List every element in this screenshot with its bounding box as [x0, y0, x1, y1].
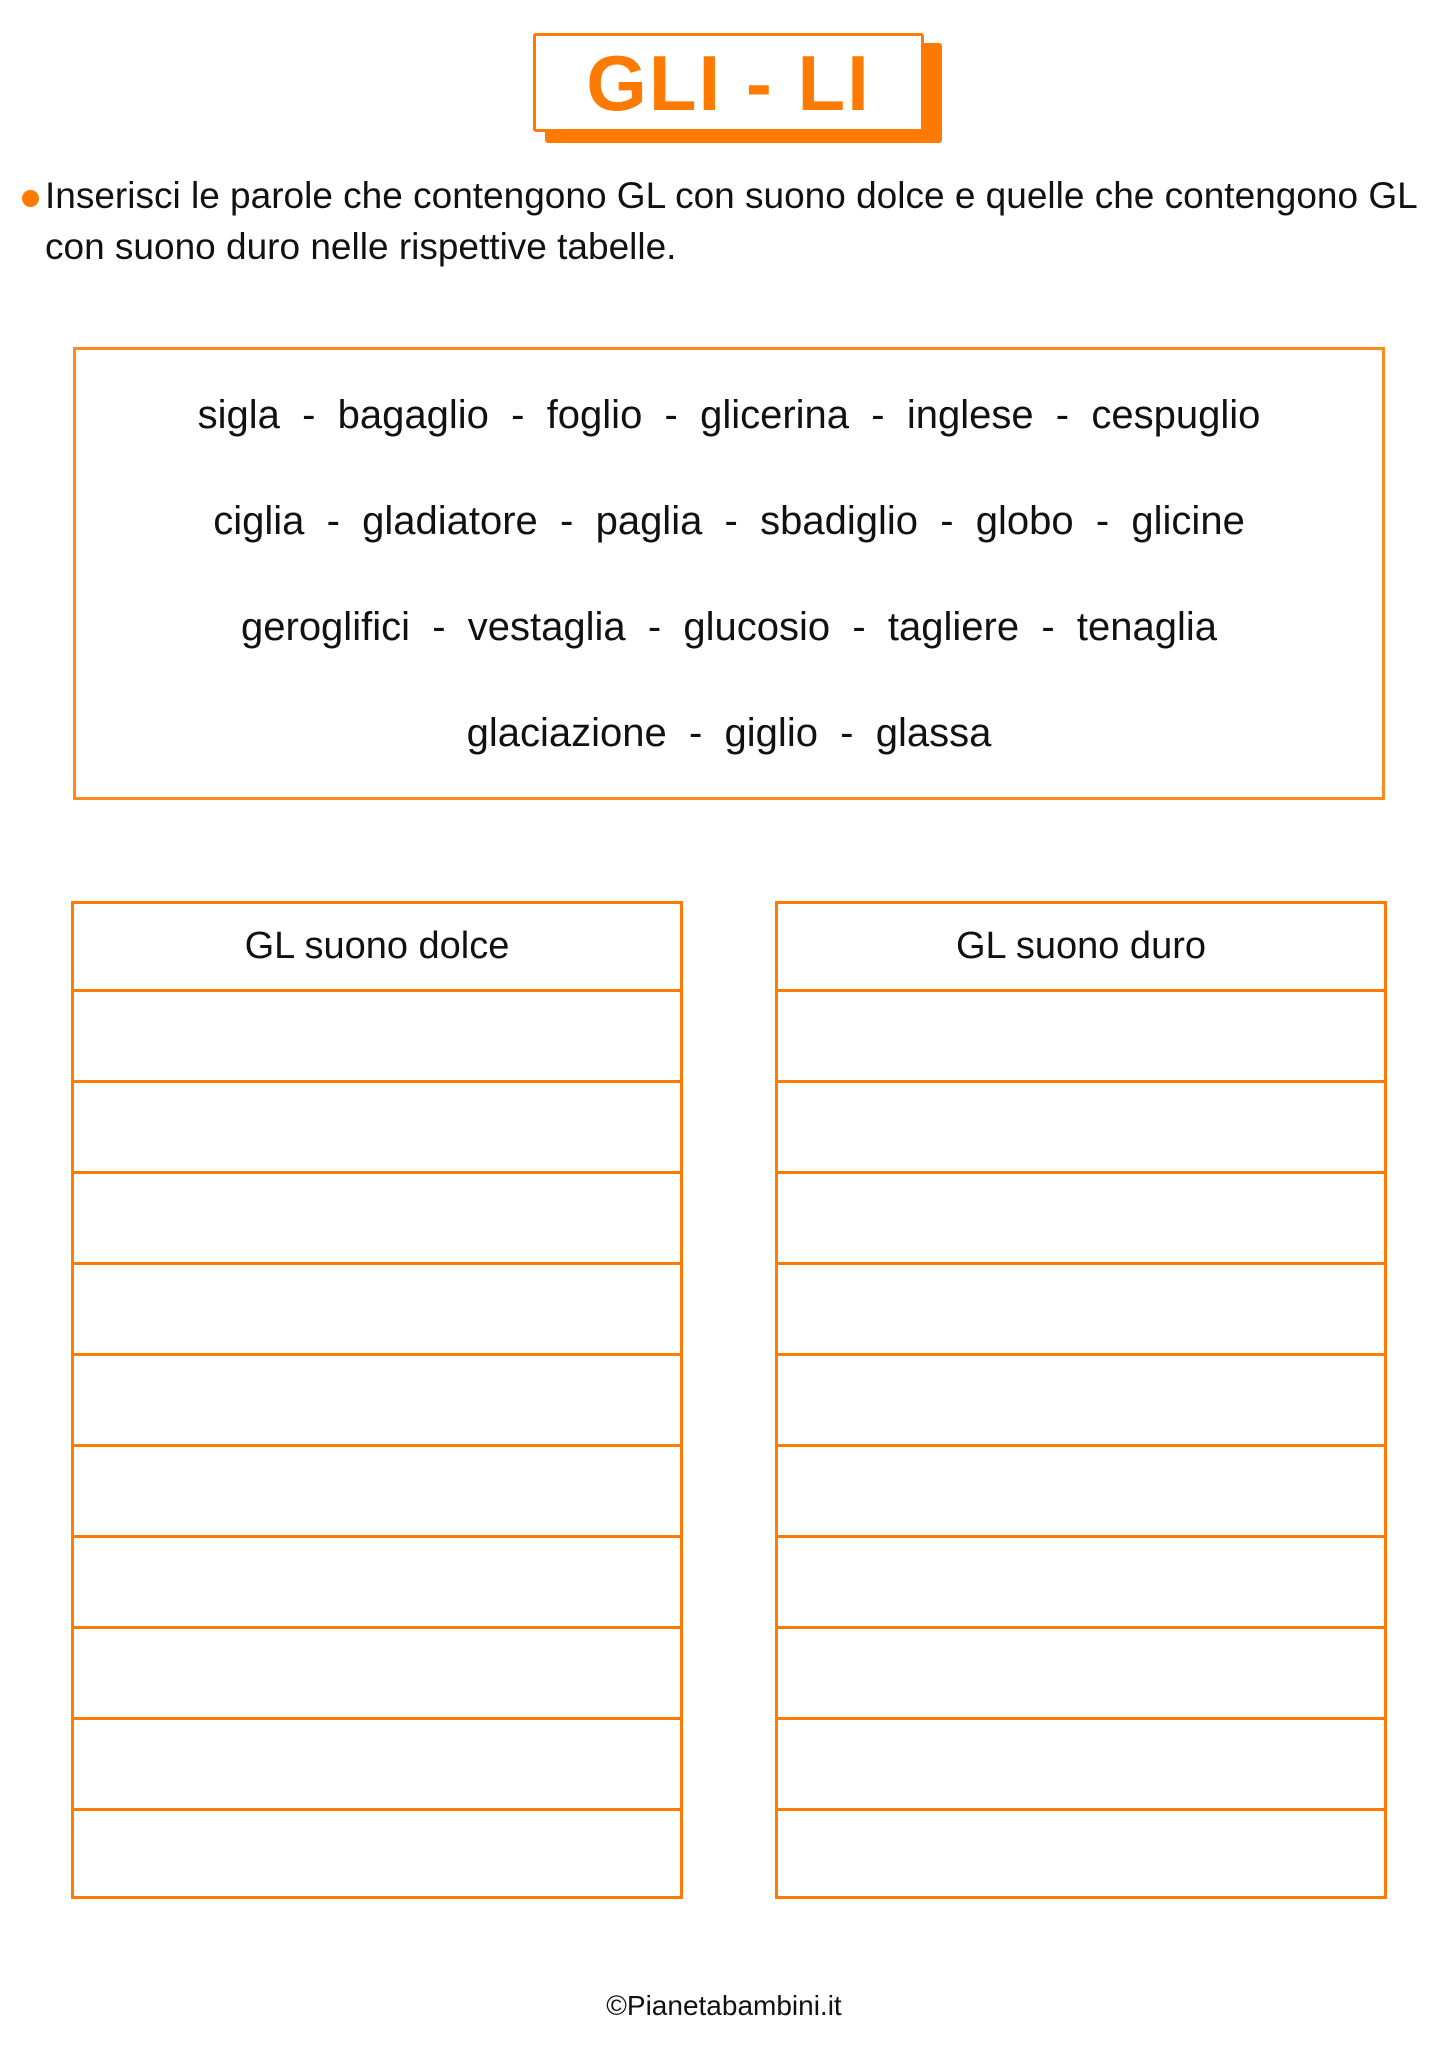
table-row[interactable]	[778, 1811, 1384, 1896]
footer-copyright: ©Pianetabambini.it	[606, 1990, 842, 2021]
page-title: GLI - LI	[586, 38, 871, 127]
word-bank	[73, 347, 1385, 800]
table-header: GL suono dolce	[74, 904, 680, 992]
word-line: glaciazione - giglio - glassa	[466, 710, 992, 755]
table-row[interactable]	[74, 1356, 680, 1447]
word-line: ciglia - gladiatore - paglia - sbadiglio - globo - glicine	[213, 498, 1245, 543]
table-row[interactable]	[778, 1083, 1384, 1174]
table-row[interactable]	[778, 1265, 1384, 1356]
table-row[interactable]	[778, 1356, 1384, 1447]
title-banner	[533, 33, 933, 143]
table-row[interactable]	[74, 992, 680, 1083]
word-line: geroglifici - vestaglia - glucosio - tagliere - tenaglia	[241, 604, 1217, 649]
table-row[interactable]	[778, 1447, 1384, 1538]
table-row[interactable]	[778, 992, 1384, 1083]
table-header: GL suono duro	[778, 904, 1384, 992]
table-row[interactable]	[74, 1720, 680, 1811]
table-row[interactable]	[74, 1811, 680, 1896]
table-row[interactable]	[74, 1083, 680, 1174]
table-row[interactable]	[778, 1720, 1384, 1811]
table-row[interactable]	[74, 1447, 680, 1538]
instruction	[18, 170, 1438, 272]
table-row[interactable]	[74, 1265, 680, 1356]
bullet-icon	[22, 190, 39, 207]
table-row[interactable]	[778, 1629, 1384, 1720]
table-row[interactable]	[74, 1538, 680, 1629]
title-box	[533, 33, 924, 132]
table-gl-dolce	[71, 901, 683, 1899]
table-row[interactable]	[74, 1174, 680, 1265]
table-row[interactable]	[778, 1174, 1384, 1265]
table-gl-duro	[775, 901, 1387, 1899]
table-row[interactable]	[778, 1538, 1384, 1629]
instruction-text: Inserisci le parole che contengono GL con suono dolce e quelle che contengono GL con suono duro nelle rispettive tabelle.	[45, 175, 1417, 267]
table-row[interactable]	[74, 1629, 680, 1720]
word-line: sigla - bagaglio - foglio - glicerina - inglese - cespuglio	[197, 392, 1261, 437]
